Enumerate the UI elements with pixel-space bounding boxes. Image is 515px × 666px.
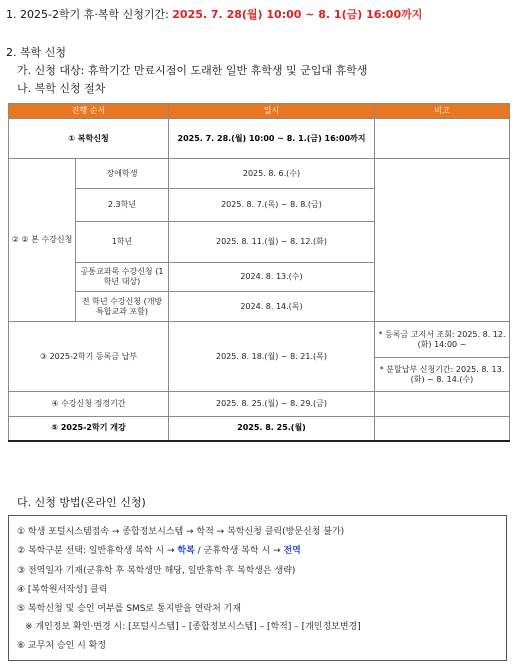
period-dates: 2025. 7. 28(월) 10:00 ~ 8. 1(금) 16:00까지 [172,8,423,21]
date-cell: 2025. 8. 6.(수) [169,159,375,189]
step-cell: ③ 2025-2학기 등록금 납부 [9,322,169,392]
procedure-heading: 나. 복학 신청 절차 [17,82,106,95]
procedure-table [8,103,510,442]
sub-step-cell: 전 학년 수강신청 (개방특합교과 포함) [76,291,169,322]
date-cell: 2024. 8. 14.(목) [169,291,375,322]
note-cell [375,416,510,441]
eligibility-item: 가. 신청 대상: 휴학기간 만료시점이 도래한 일반 휴학생 및 군입대 휴학생 [17,64,368,77]
step-cell: ① 복학신청 [9,119,169,159]
enrollment-period-line [6,6,422,22]
sub-step-cell: 공통교과목 수강신청 (1학년 대상) [76,262,169,291]
date-cell: 2025. 8. 18.(월) ~ 8. 21.(목) [169,322,375,392]
method-note: ※ 개인정보 확인·변경 시: [포털시스템] – [종합정보시스템] – [학적] – [개인정보변경] [25,622,361,632]
registration-label: ② 본 수강신청 [21,235,73,245]
method-heading: 다. 신청 방법(온라인 신청) [17,496,146,509]
date-cell: 2025. 8. 7.(목) ~ 8. 8.(금) [169,189,375,222]
header-note: 비고 [375,104,510,119]
table-row [9,119,510,159]
note-cell: * 분할납부 신청기간: 2025. 8. 13.(화) ~ 8. 14.(수) [375,358,510,392]
note-cell: * 등록금 고지서 조회: 2025. 8. 12.(화) 14:00 ~ [375,322,510,358]
method-emphasis: 전역 [283,546,301,556]
table-row [9,416,510,441]
step-cell: ⑤ 2025-2학기 개강 [9,416,169,441]
method-step: ⑤ 복학신청 및 승인 여부를 SMS로 통지받을 연락처 기재 [17,604,242,614]
date-cell: 2025. 8. 11.(월) ~ 8. 12.(화) [169,221,375,262]
date-cell: 2025. 7. 28.(월) 10:00 ~ 8. 1.(금) 16:00까지 [169,119,375,159]
method-step: ④ [복학원서작성] 클릭 [17,585,108,595]
table-header-row [9,104,510,119]
method-step [17,543,301,556]
section-return-heading: 2. 복학 신청 [6,46,66,59]
method-text: / 군휴학생 복학 시 → [194,546,284,556]
sub-step-cell: 2.3학년 [76,189,169,222]
note-cell [375,119,510,159]
note-cell [375,392,510,417]
method-step: ③ 전역일자 기재(군휴학 후 복학생만 해당, 일반휴학 후 복학생은 생략) [17,566,296,576]
method-step: ① 학생 포털시스템접속 → 종합정보시스템 → 학적 → 복학신청 클릭(방문신청 불가) [17,527,345,537]
period-prefix: 1. 2025-2학기 휴·복학 신청기간: [6,8,173,21]
method-text: ② 복학구분 선택: 일반휴학생 복학 시 → [17,546,178,556]
sub-step-cell: 1학년 [76,221,169,262]
note-cell [375,159,510,322]
method-box [8,515,507,661]
step-cell: ④ 수강신청 정정기간 [9,392,169,417]
method-step: ⑥ 교무처 승인 시 확정 [17,641,107,651]
date-cell: 2025. 8. 25.(월) [169,416,375,441]
date-cell: 2025. 8. 25.(월) ~ 8. 29.(금) [169,392,375,417]
header-date: 일시 [169,104,375,119]
table-row [9,159,510,189]
date-cell: 2024. 8. 13.(수) [169,262,375,291]
sub-step-cell: 장애학생 [76,159,169,189]
table-row [9,322,510,358]
method-emphasis: 학복 [177,546,195,556]
header-step: 진행 순서 [9,104,169,119]
table-row [9,392,510,417]
step-cell-registration: ② ② 본 수강신청 [9,159,76,322]
